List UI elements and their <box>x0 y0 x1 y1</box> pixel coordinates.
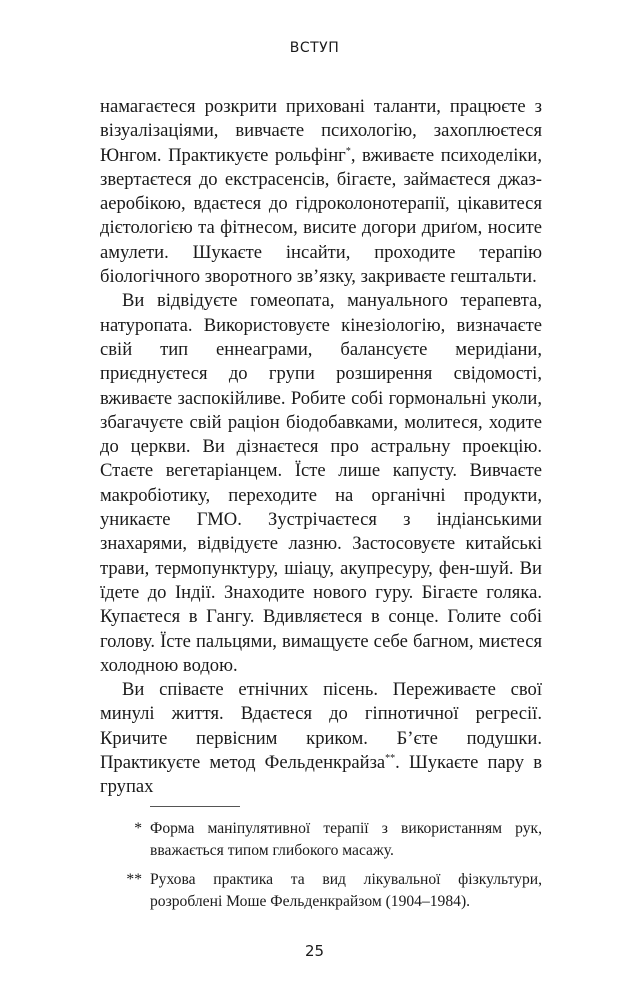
paragraph-3-text: Ви співаєте етнічних пісень. Переживаєте свої минулі життя. Вдаєтеся до гіпнотичної регресії. Кричите первісним криком. Б’єте подушки. Практикуєте метод Фельденкрайза <box>100 679 542 774</box>
footnote-mark-1: * <box>134 820 142 837</box>
paragraph-2: Ви відвідуєте гомеопата, мануального терапевта, натуропата. Використовуєте кінезіологію, визначаєте свій тип еннеаграми, балансуєте меридіани, приєднуєтеся до групи розширення свідомості, вживаєте заспокійливе. Робите собі гормональні уколи, збагачуєте свій раціон біодобавками, молитеся, ходите до церкви. Ви дізнаєтеся про астральну проекцію. Стаєте вегетаріанцем. Їсте лише капусту. Вивчаєте макробіотику, переходите на органічні продукти, уникаєте ГМО. Зустрічаєтеся з індіанськими знахарями, відвідуєте лазню. Застосовуєте китайські трави, термопунктуру, шіацу, акупресуру, фен-шуй. Ви їдете до Індії. Знаходите нового гуру. Бігаєте голяка. Купаєтеся в Гангу. Вдивляєтеся в сонце. Голите собі голову. Їсте пальцями, вимащуєте себе багном, миєтеся холодною водою. <box>100 290 542 676</box>
main-text <box>100 95 542 800</box>
page-number: 25 <box>304 942 325 960</box>
footnote-text-1: Форма маніпулятивної терапії з використанням рук, вважається типом глибокого масажу. <box>150 820 542 859</box>
footnote-divider <box>150 806 240 807</box>
paragraph-1 <box>100 95 542 289</box>
paragraph-3-continuation: . Шукаєте пару в групах <box>100 752 542 798</box>
paragraph-1-text: намагаєтеся розкрити приховані таланти, працюєте з візуалізаціями, вивчаєте психологію, захоплюєтеся Юнгом. Практикуєте рольфінг <box>100 96 542 166</box>
footnote-ref-2: ** <box>385 753 396 765</box>
running-header: ВСТУП <box>289 40 340 56</box>
footnote-text-2: Рухова практика та вид лікувальної фізкультури, розроблені Моше Фельденкрайзом (1904–1984). <box>150 871 542 910</box>
paragraph-3 <box>100 678 542 799</box>
footnotes <box>118 818 542 920</box>
footnote-mark-2: ** <box>126 871 142 888</box>
footnote-1 <box>118 818 542 861</box>
footnote-2 <box>118 869 542 912</box>
paragraph-1-continuation: , вживаєте психоделіки, звертаєтеся до екстрасенсів, бігаєте, займаєтеся джаз-аеробікою, вдаєтеся до гідроколонотерапії, цікавитеся дієтологією та фітнесом, висите догори дриґом, носите амулети. Шукаєте інсайти, проходите терапію біологічного зворотного зв’язку, закриваєте гештальти. <box>100 144 542 288</box>
footnote-ref-1: * <box>345 145 351 157</box>
